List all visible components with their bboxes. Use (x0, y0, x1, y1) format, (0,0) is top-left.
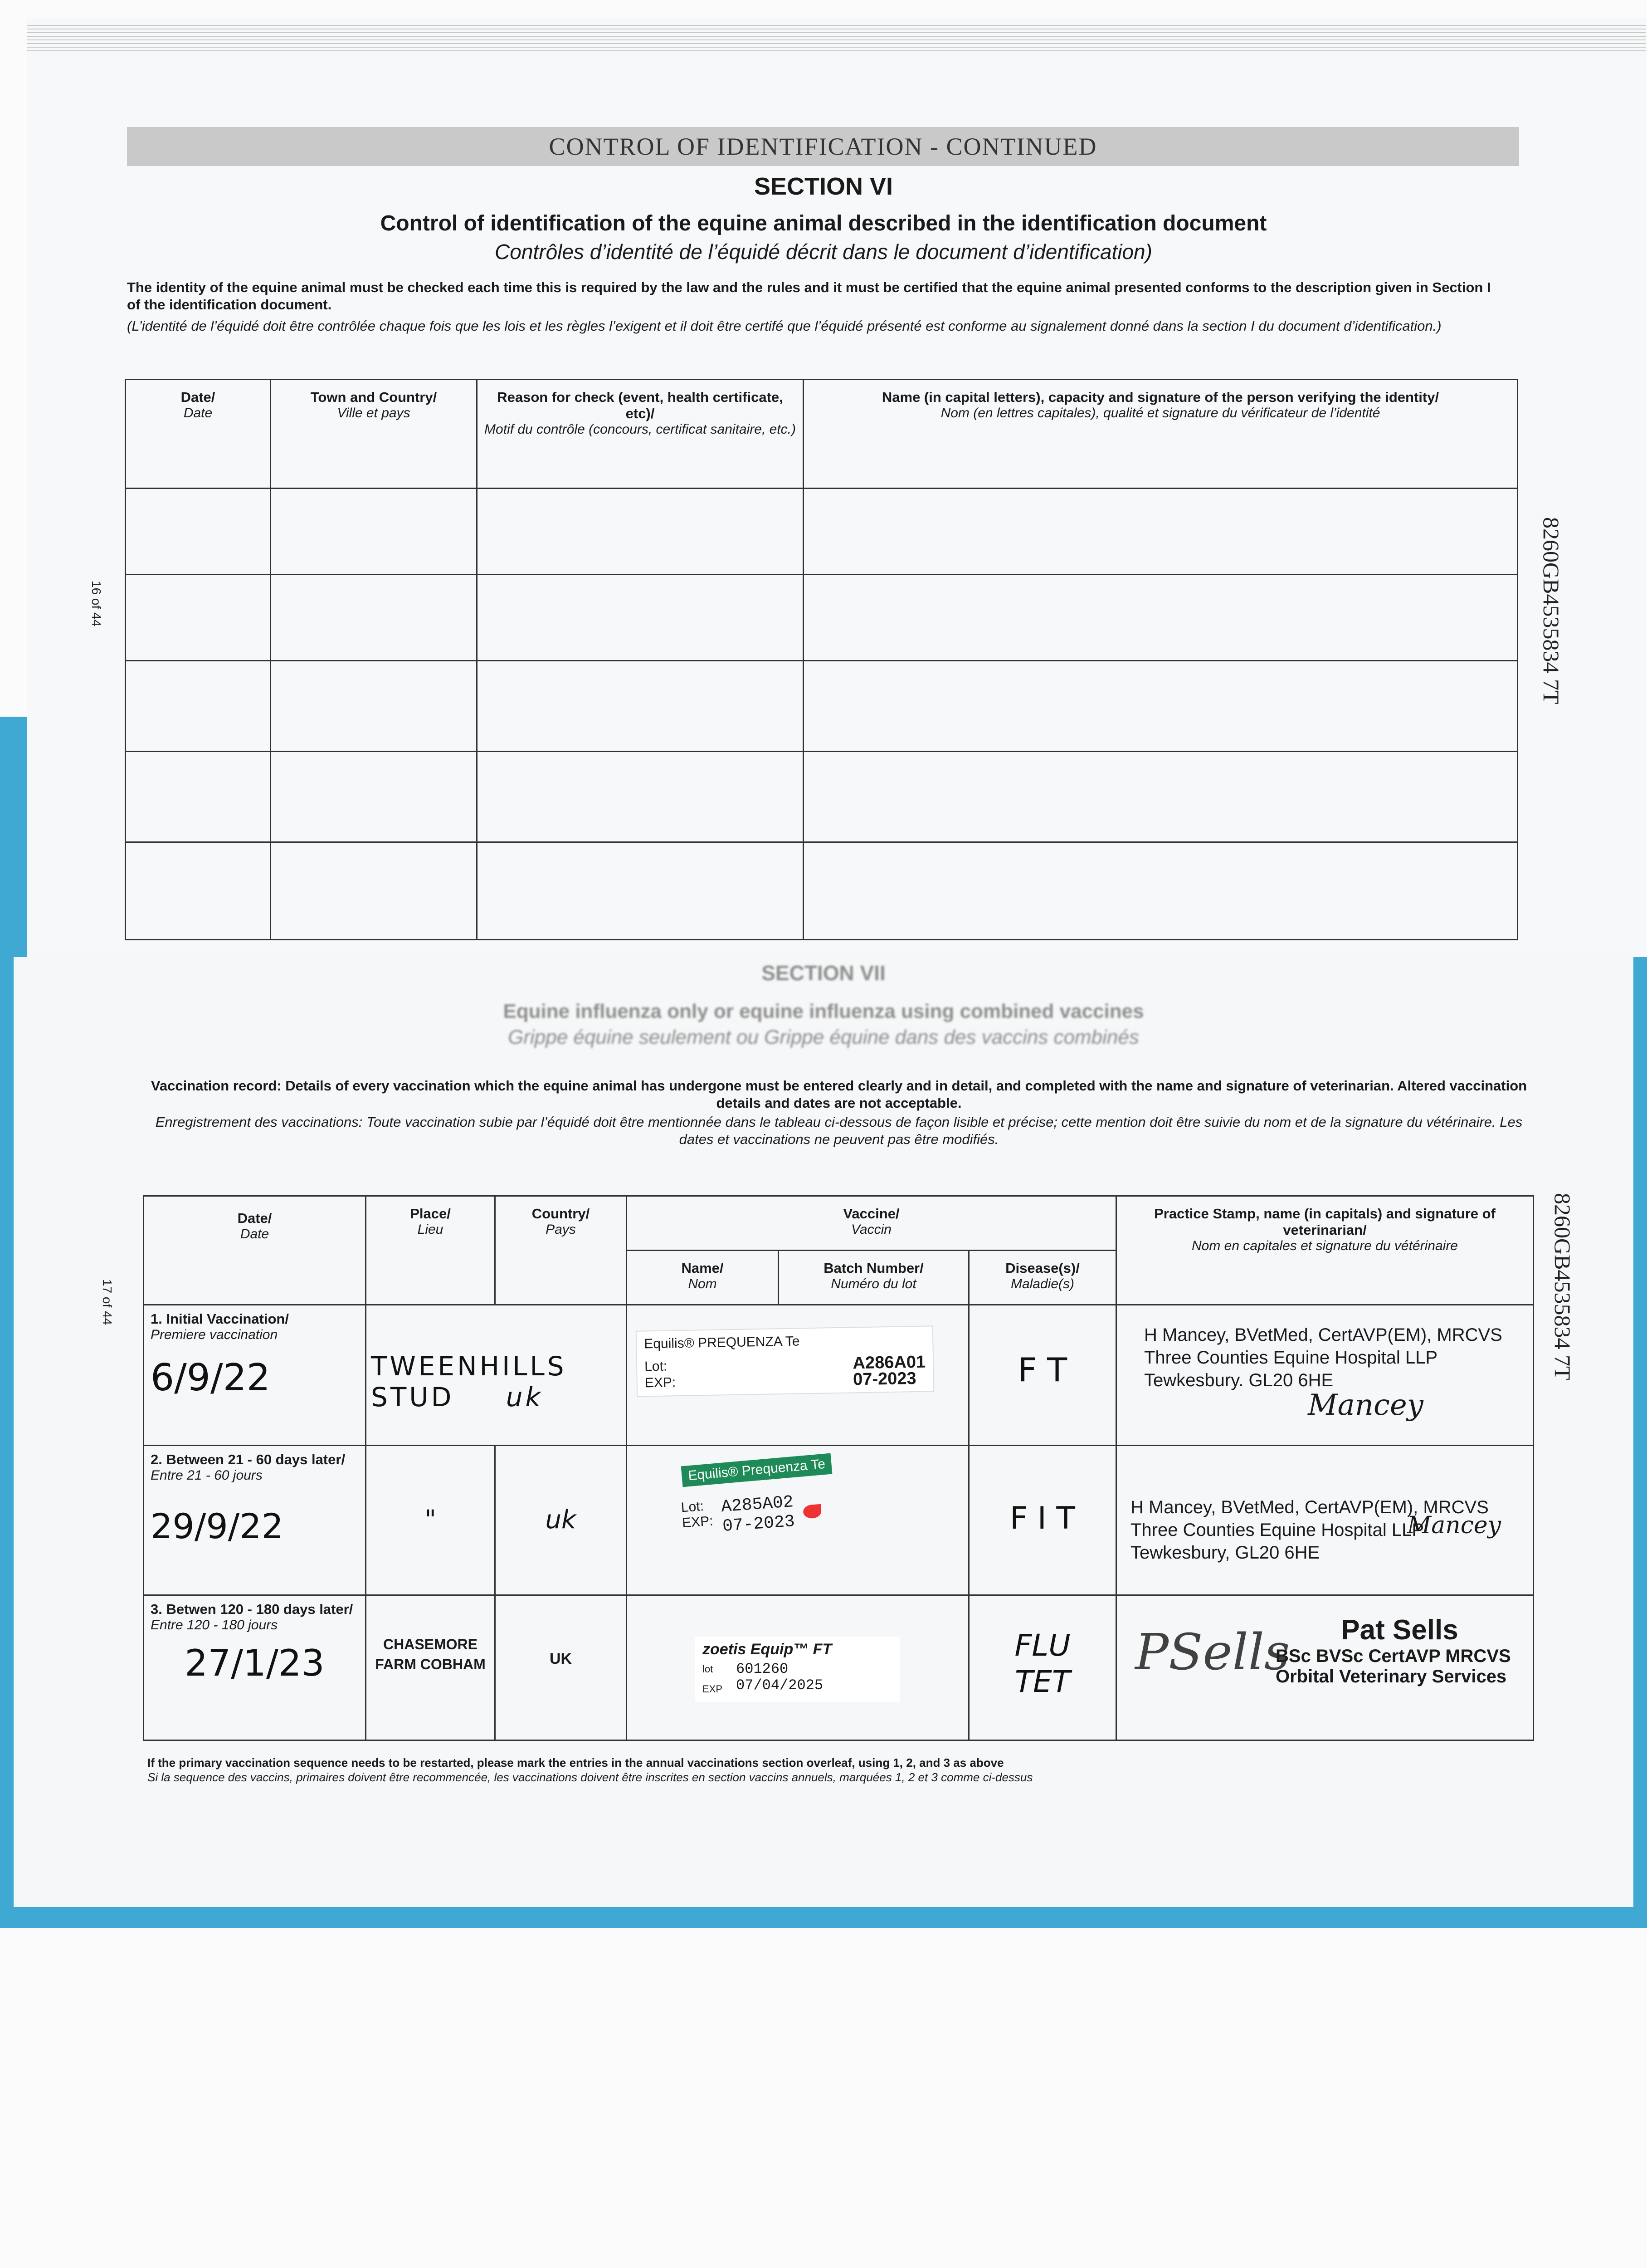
intro-text: The identity of the equine animal must be checked each time this is required by the law and the rules and it must be certified that the equine animal presented conforms to the description given in Section I of the identification document. (127, 279, 1491, 313)
vaccine-brand: Equilis® Prequenza Te (681, 1453, 833, 1487)
vet-signature: Mancey (1407, 1512, 1501, 1539)
disease-entry: F I T (969, 1446, 1116, 1595)
batch-number: A285A02 (720, 1492, 794, 1517)
page-stack-lines (27, 25, 1646, 52)
col-verifier: Name (in capital letters), capacity and signature of the person verifying the identity/ Nom (en lettres capitales), qualité et signature du vérificateur de l’identité (804, 380, 1518, 489)
passport-number-bottom: 8260GB4535834 7T (1550, 1193, 1575, 1380)
passport-number-top: 8260GB4535834 7T (1539, 517, 1564, 704)
vet-stamp: H Mancey, BVetMed, CertAVP(EM), MRCVS Three Counties Equine Hospital LLP Tewkesbury. GL20 6HE Mancey (1116, 1305, 1534, 1446)
batch-expiry: 07/04/2025 (736, 1677, 824, 1694)
section7-subtitle-fr: Grippe équine seulement ou Grippe équine dans des vaccins combinés (508, 1026, 1139, 1048)
row-label-cell: 3. Betwen 120 - 180 days later/ Entre 120 - 180 jours 27/1/23 (144, 1595, 366, 1740)
vet-stamp: H Mancey, BVetMed, CertAVP(EM), MRCVS Three Counties Equine Hospital LLP Tewkesbury, GL20 6HE Mancey (1116, 1446, 1534, 1595)
col-vaccine: Vaccine/ Vaccin (627, 1196, 1116, 1251)
page-number-top: 16 of 44 (89, 581, 103, 627)
row-label-cell: 2. Between 21 - 60 days later/ Entre 21 - 60 jours 29/9/22 (144, 1446, 366, 1595)
vaccination-place: TWEENHILLS STUD uk (366, 1305, 627, 1446)
table-row (126, 661, 1518, 752)
col-vaccine-name: Name/ Nom (627, 1251, 779, 1305)
table-row (126, 575, 1518, 661)
vaccination-country: uk (495, 1446, 627, 1595)
vaccination-date: 6/9/22 (151, 1356, 270, 1399)
section-banner: CONTROL OF IDENTIFICATION - CONTINUED (127, 127, 1519, 166)
page-number-bottom: 17 of 44 (100, 1279, 114, 1325)
table-row (126, 752, 1518, 842)
section-title: SECTION VI (754, 173, 893, 200)
col-vet: Practice Stamp, name (in capitals) and signature of veterinarian/ Nom en capitales et signature du vétérinaire (1116, 1196, 1534, 1305)
col-town-country: Town and Country/ Ville et pays (271, 380, 477, 489)
batch-expiry: 07-2023 (853, 1369, 916, 1389)
col-vacc-place: Place/ Lieu (366, 1196, 495, 1305)
disease-entry: F T (969, 1305, 1116, 1446)
vaccination-record-text: Vaccination record: Details of every vaccination which the equine animal has undergone must be entered clearly and in detail, and completed with the name and signature of veterinarian. Altered vaccination details and dates are not acceptable. (151, 1078, 1527, 1111)
section-subtitle: Control of identification of the equine animal described in the identification document (380, 211, 1267, 235)
vaccination-place: CHASEMORE FARM COBHAM (366, 1595, 495, 1740)
col-reason: Reason for check (event, health certificate, etc)/ Motif du contrôle (concours, certificat sanitaire, etc.) (477, 380, 804, 489)
intro-text-fr: (L’identité de l’équidé doit être contrôlée chaque fois que les lois et les règles l’exigent et il doit être certifé que l’équidé présenté est conforme au signalement donné dans la section I du document d’identification.) (127, 318, 1442, 334)
vaccine-label: Equilis® Prequenza Te Lot: EXP: A285A02 07-2023 (627, 1446, 969, 1595)
disease-entry: FLU TET (969, 1595, 1116, 1740)
section7-subtitle: Equine influenza only or equine influenza using combined vaccines (503, 1000, 1144, 1022)
identification-check-table (125, 379, 1518, 940)
vaccination-place: " (366, 1446, 495, 1595)
vaccination-date: 27/1/23 (185, 1642, 325, 1684)
vaccine-brand: Equilis® PREQUENZA Te (644, 1334, 800, 1352)
footnote: If the primary vaccination sequence needs to be restarted, please mark the entries in the annual vaccinations section overleaf, using 1, 2, and 3 as above (147, 1756, 1004, 1769)
vaccine-label: Equilis® PREQUENZA Te Lot: EXP: A286A01 07-2023 (627, 1305, 969, 1446)
col-date: Date/ Date (126, 380, 271, 489)
vacc-header-row (144, 1196, 1534, 1251)
batch-number: 601260 (736, 1661, 789, 1677)
vaccination-country: UK (495, 1595, 627, 1740)
red-mark (803, 1504, 822, 1519)
vet-stamp: PSells Pat Sells BSc BVSc CertAVP MRCVS Orbital Veterinary Services (1116, 1595, 1534, 1740)
vet-signature: Mancey (1308, 1388, 1423, 1422)
vet-signature: PSells (1135, 1623, 1290, 1681)
footnote-fr: Si la sequence des vaccins, primaires doivent être recommencée, les vaccinations doivent être inscrites en section vaccins annuels, marquées 1, 2 et 3 comme ci-dessus (147, 1770, 1033, 1784)
vaccination-table (143, 1195, 1534, 1741)
col-vacc-date: Date/ Date (144, 1196, 366, 1305)
vaccination-row (144, 1305, 1534, 1446)
section7-title: SECTION VII (761, 961, 886, 985)
vaccine-label: zoetis Equip™ FT lot EXP 601260 07/04/2025 (627, 1595, 969, 1740)
batch-expiry: 07-2023 (721, 1512, 796, 1537)
section-subtitle-fr: Contrôles d’identité de l’équidé décrit dans le document d’identification) (495, 240, 1152, 264)
batch-number: A286A01 (853, 1352, 926, 1373)
vaccine-brand: zoetis Equip™ FT (702, 1641, 832, 1658)
vaccination-row (144, 1446, 1534, 1595)
vaccination-record-text-fr: Enregistrement des vaccinations: Toute vaccination subie par l’équidé doit être mentionnée dans le tableau ci-dessous de façon lisible et précise; cette mention doit être suivie du nom et de la signature du vétérinaire. Les dates et vaccinations ne peuvent pas être modifiés. (155, 1114, 1523, 1147)
vaccination-row (144, 1595, 1534, 1740)
vaccination-date: 29/9/22 (151, 1506, 283, 1546)
row-label-cell: 1. Initial Vaccination/ Premiere vaccination 6/9/22 (144, 1305, 366, 1446)
table-header-row (126, 380, 1518, 489)
vaccination-country: uk (506, 1382, 544, 1413)
table-row (126, 489, 1518, 575)
table-row (126, 842, 1518, 940)
booklet-cover-edge (0, 717, 27, 971)
col-batch: Batch Number/ Numéro du lot (779, 1251, 969, 1305)
col-disease: Disease(s)/ Maladie(s) (969, 1251, 1116, 1305)
col-vacc-country: Country/ Pays (495, 1196, 627, 1305)
